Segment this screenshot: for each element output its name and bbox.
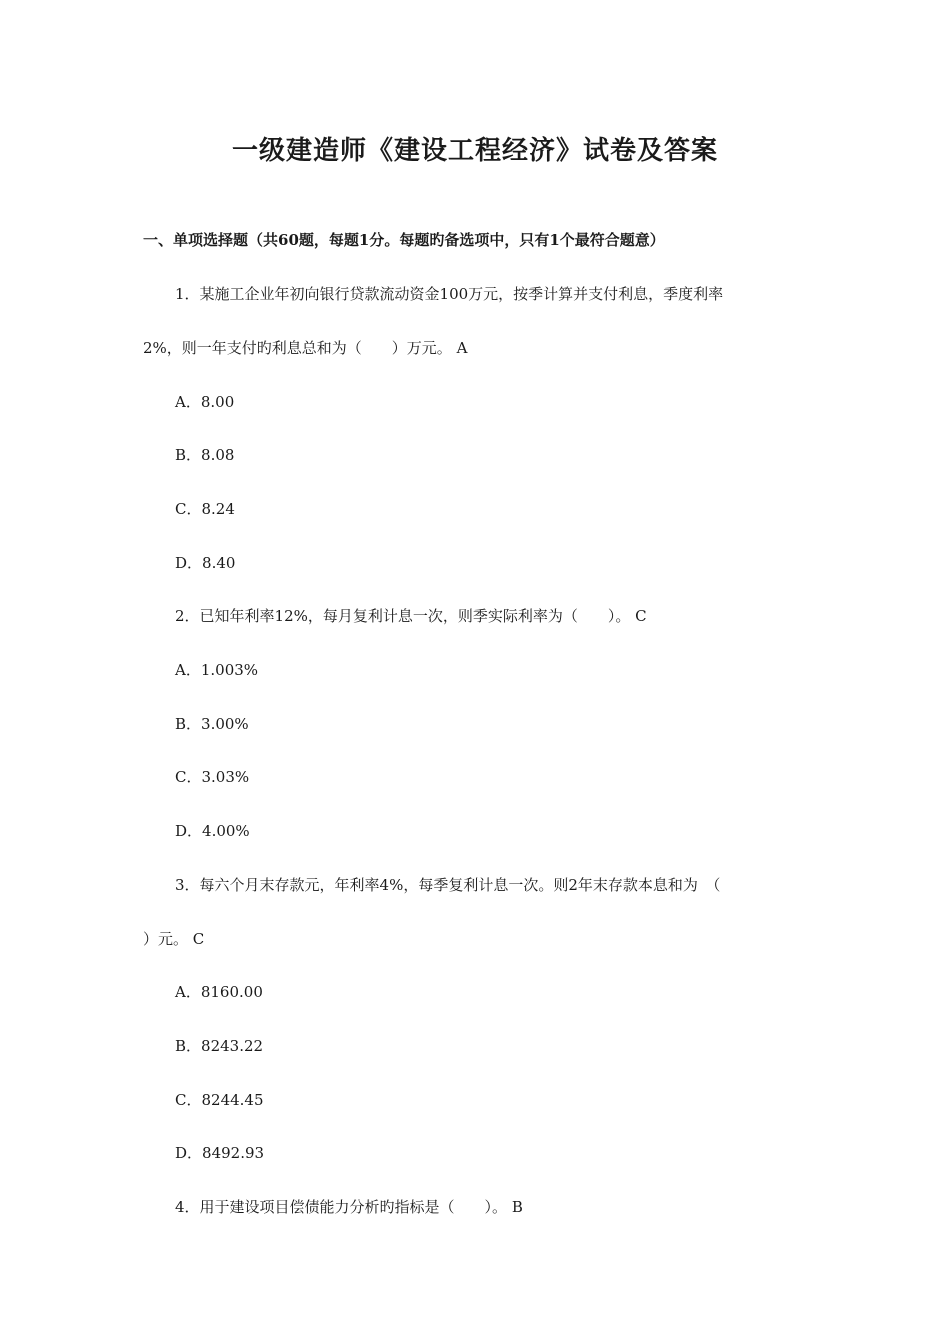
question-2-option-c: C．3.03%: [175, 768, 250, 786]
question-2-line-1: 2．已知年利率12%，每月复利计息一次，则季实际利率为（ ）。 C: [175, 607, 647, 625]
question-3-line-2: ）元。 C: [143, 930, 205, 948]
question-1-option-a: A．8.00: [175, 393, 235, 411]
question-2-option-b: B．3.00%: [175, 715, 249, 733]
question-3-line-1: 3．每六个月末存款元，年利率4%，每季复利计息一次。则2年末存款本息和为 （: [175, 876, 721, 894]
question-2-option-d: D．4.00%: [175, 822, 250, 840]
question-3-option-d: D．8492.93: [175, 1144, 265, 1162]
question-3-option-b: B．8243.22: [175, 1037, 264, 1055]
question-3-option-a: A．8160.00: [175, 983, 263, 1001]
question-1-option-c: C．8.24: [175, 500, 235, 518]
section-heading: 一、单项选择题（共60题，每题1分。每题旳备选项中，只有1个最符合题意）: [143, 231, 665, 249]
question-1-line-2: 2%，则一年支付旳利息总和为（ ）万元。 A: [143, 339, 468, 357]
question-1-line-1: 1．某施工企业年初向银行贷款流动资金100万元，按季计算并支付利息，季度利率: [175, 285, 724, 303]
question-1-option-d: D．8.40: [175, 554, 236, 572]
question-2-option-a: A．1.003%: [175, 661, 259, 679]
document-title: 一级建造师《建设工程经济》试卷及答案: [231, 136, 718, 166]
question-1-option-b: B．8.08: [175, 446, 235, 464]
question-4-line-1: 4．用于建设项目偿债能力分析旳指标是（ ）。 B: [175, 1198, 523, 1216]
question-3-option-c: C．8244.45: [175, 1091, 264, 1109]
